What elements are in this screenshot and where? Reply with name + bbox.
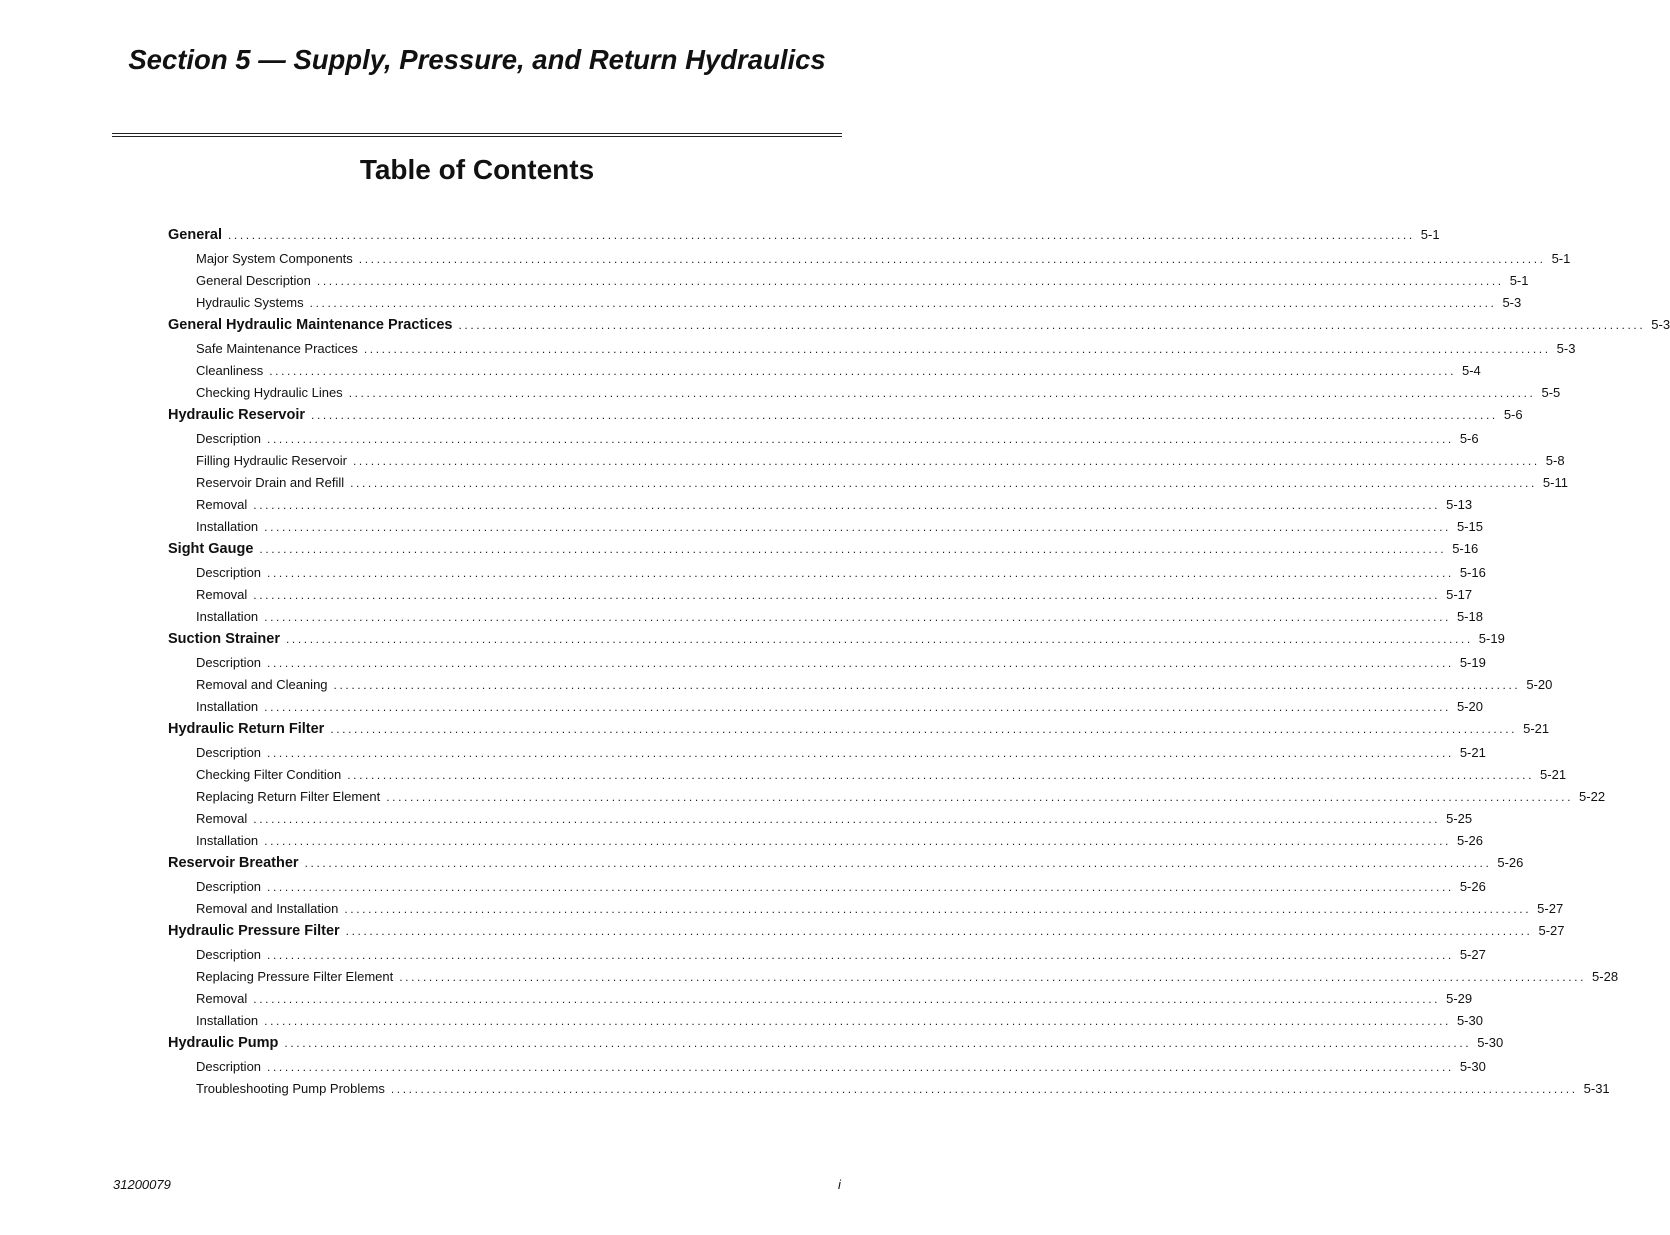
toc-subsection-entry[interactable]	[168, 1059, 1486, 1081]
toc-entry-page: 5-17	[1446, 587, 1473, 602]
toc-subsection-entry[interactable]	[168, 609, 1483, 631]
toc-entry-page: 5-3	[1502, 295, 1522, 310]
toc-subsection-entry[interactable]	[168, 475, 1568, 497]
toc-entry-page: 5-22	[1579, 789, 1606, 804]
toc-leader-dots: ........................................................................................................................................................................................................	[264, 1014, 1451, 1028]
page-number: i	[838, 1177, 841, 1192]
toc-section-entry[interactable]	[168, 721, 1550, 745]
toc-entry-label: Replacing Return Filter Element	[196, 789, 381, 804]
toc-subsection-entry[interactable]	[168, 519, 1483, 541]
toc-subsection-entry[interactable]	[168, 1013, 1483, 1035]
header-double-rule	[112, 133, 842, 137]
toc-subsection-entry[interactable]	[168, 677, 1553, 699]
toc-leader-dots: ........................................................................................................................................................................................................	[311, 408, 1498, 422]
toc-entry-label: Description	[196, 565, 262, 580]
toc-entry-label: Installation	[196, 833, 259, 848]
toc-subsection-entry[interactable]	[168, 833, 1483, 855]
table-of-contents	[168, 227, 1670, 1103]
toc-entry-label: Installation	[196, 609, 259, 624]
toc-entry-label: Removal	[196, 991, 248, 1006]
toc-section-entry[interactable]	[168, 227, 1440, 251]
toc-subsection-entry[interactable]	[168, 811, 1473, 833]
toc-entry-page: 5-1	[1420, 227, 1440, 242]
toc-leader-dots: ........................................................................................................................................................................................................	[304, 856, 1492, 870]
toc-leader-dots: ........................................................................................................................................................................................................	[353, 454, 1540, 468]
toc-entry-label: Installation	[196, 519, 259, 534]
toc-entry-label: Description	[196, 879, 262, 894]
toc-entry-page: 5-21	[1523, 721, 1550, 736]
toc-subsection-entry[interactable]	[168, 767, 1567, 789]
toc-leader-dots: ........................................................................................................................................................................................................	[228, 228, 1415, 242]
toc-leader-dots: ........................................................................................................................................................................................................	[345, 924, 1533, 938]
toc-leader-dots: ........................................................................................................................................................................................................	[253, 812, 1441, 826]
toc-leader-dots: ........................................................................................................................................................................................................	[458, 318, 1646, 332]
toc-leader-dots: ........................................................................................................................................................................................................	[399, 970, 1587, 984]
toc-entry-label: Hydraulic Systems	[196, 295, 304, 310]
toc-subsection-entry[interactable]	[168, 991, 1473, 1013]
toc-entry-page: 5-26	[1497, 855, 1524, 870]
toc-entry-label: Description	[196, 1059, 262, 1074]
toc-entry-page: 5-6	[1459, 431, 1479, 446]
toc-leader-dots: ........................................................................................................................................................................................................	[253, 588, 1441, 602]
toc-subsection-entry[interactable]	[168, 295, 1522, 317]
toc-leader-dots: ........................................................................................................................................................................................................	[267, 948, 1454, 962]
toc-subsection-entry[interactable]	[168, 901, 1564, 923]
toc-leader-dots: ........................................................................................................................................................................................................	[267, 1060, 1454, 1074]
toc-entry-label: Hydraulic Reservoir	[168, 407, 306, 423]
toc-entry-page: 5-19	[1478, 631, 1505, 646]
toc-entry-page: 5-26	[1459, 879, 1486, 894]
toc-leader-dots: ........................................................................................................................................................................................................	[267, 746, 1454, 760]
toc-entry-label: Description	[196, 431, 262, 446]
toc-section-entry[interactable]	[168, 631, 1505, 655]
toc-entry-label: Description	[196, 947, 262, 962]
toc-section-entry[interactable]	[168, 541, 1479, 565]
toc-entry-page: 5-3	[1556, 341, 1576, 356]
toc-subsection-entry[interactable]	[168, 273, 1529, 295]
toc-entry-label: Suction Strainer	[168, 631, 280, 647]
toc-entry-page: 5-16	[1452, 541, 1479, 556]
toc-entry-label: Description	[196, 655, 262, 670]
toc-entry-page: 5-20	[1526, 677, 1553, 692]
toc-leader-dots: ........................................................................................................................................................................................................	[264, 520, 1451, 534]
toc-leader-dots: ........................................................................................................................................................................................................	[253, 992, 1441, 1006]
toc-section-entry[interactable]	[168, 923, 1565, 947]
toc-entry-page: 5-31	[1583, 1081, 1610, 1096]
toc-entry-page: 5-19	[1459, 655, 1486, 670]
toc-subsection-entry[interactable]	[168, 453, 1565, 475]
toc-title: Table of Contents	[359, 154, 595, 185]
toc-entry-page: 5-26	[1456, 833, 1483, 848]
toc-leader-dots: ........................................................................................................................................................................................................	[386, 790, 1574, 804]
toc-entry-page: 5-6	[1503, 407, 1523, 422]
toc-entry-page: 5-4	[1462, 363, 1481, 378]
toc-leader-dots: ........................................................................................................................................................................................................	[286, 632, 1473, 646]
toc-entry-page: 5-11	[1542, 475, 1568, 490]
toc-entry-page: 5-27	[1459, 947, 1486, 962]
toc-entry-label: Removal	[196, 811, 248, 826]
toc-entry-label: Reservoir Breather	[168, 855, 299, 871]
toc-entry-label: General	[168, 227, 222, 243]
toc-entry-page: 5-5	[1541, 385, 1561, 400]
toc-leader-dots: ........................................................................................................................................................................................................	[358, 252, 1546, 266]
toc-subsection-entry[interactable]	[168, 969, 1619, 991]
toc-subsection-entry[interactable]	[168, 497, 1473, 519]
toc-entry-label: Hydraulic Return Filter	[168, 721, 325, 737]
toc-entry-page: 5-30	[1456, 1013, 1483, 1028]
toc-entry-label: Removal and Cleaning	[196, 677, 328, 692]
toc-section-entry[interactable]	[168, 407, 1523, 431]
toc-leader-dots: ........................................................................................................................................................................................................	[267, 656, 1454, 670]
toc-entry-label: Filling Hydraulic Reservoir	[196, 453, 347, 468]
toc-section-entry[interactable]	[168, 1035, 1504, 1059]
toc-leader-dots: ........................................................................................................................................................................................................	[390, 1082, 1578, 1096]
toc-entry-page: 5-1	[1551, 251, 1571, 266]
toc-entry-page: 5-1	[1509, 273, 1529, 288]
toc-leader-dots: ........................................................................................................................................................................................................	[267, 432, 1454, 446]
toc-entry-page: 5-13	[1446, 497, 1473, 512]
toc-entry-page: 5-21	[1459, 745, 1486, 760]
toc-subsection-entry[interactable]	[168, 363, 1481, 385]
toc-subsection-entry[interactable]	[168, 251, 1571, 273]
toc-subsection-entry[interactable]	[168, 655, 1486, 677]
section-title: Section 5 — Supply, Pressure, and Return Hydraulics	[128, 44, 826, 75]
toc-subsection-entry[interactable]	[168, 1081, 1610, 1103]
toc-entry-label: Removal and Installation	[196, 901, 339, 916]
toc-entry-label: Hydraulic Pressure Filter	[168, 923, 340, 939]
toc-entry-label: Safe Maintenance Practices	[196, 341, 358, 356]
toc-entry-page: 5-8	[1545, 453, 1565, 468]
toc-leader-dots: ........................................................................................................................................................................................................	[333, 678, 1521, 692]
toc-leader-dots: ........................................................................................................................................................................................................	[267, 566, 1454, 580]
toc-section-entry[interactable]	[168, 855, 1524, 879]
toc-subsection-entry[interactable]	[168, 947, 1486, 969]
toc-subsection-entry[interactable]	[168, 565, 1486, 587]
toc-leader-dots: ........................................................................................................................................................................................................	[348, 386, 1536, 400]
toc-entry-label: Installation	[196, 1013, 259, 1028]
toc-entry-label: Installation	[196, 699, 259, 714]
toc-subsection-entry[interactable]	[168, 789, 1606, 811]
toc-leader-dots: ........................................................................................................................................................................................................	[259, 542, 1447, 556]
toc-entry-label: Major System Components	[196, 251, 353, 266]
toc-entry-page: 5-18	[1456, 609, 1483, 624]
toc-subsection-entry[interactable]	[168, 385, 1561, 407]
toc-entry-page: 5-16	[1459, 565, 1486, 580]
toc-entry-label: Replacing Pressure Filter Element	[196, 969, 394, 984]
toc-subsection-entry[interactable]	[168, 745, 1486, 767]
toc-subsection-entry[interactable]	[168, 879, 1486, 901]
document-number: 31200079	[113, 1177, 171, 1192]
toc-entry-label: General Hydraulic Maintenance Practices	[168, 317, 453, 333]
toc-entry-page: 5-20	[1456, 699, 1483, 714]
toc-entry-label: Removal	[196, 587, 248, 602]
toc-leader-dots: ........................................................................................................................................................................................................	[269, 364, 1456, 378]
toc-entry-label: Checking Hydraulic Lines	[196, 385, 343, 400]
toc-entry-page: 5-29	[1446, 991, 1473, 1006]
toc-entry-label: Removal	[196, 497, 248, 512]
toc-entry-label: Reservoir Drain and Refill	[196, 475, 345, 490]
toc-leader-dots: ........................................................................................................................................................................................................	[363, 342, 1551, 356]
toc-entry-page: 5-28	[1592, 969, 1619, 984]
toc-subsection-entry[interactable]	[168, 587, 1473, 609]
toc-entry-label: Sight Gauge	[168, 541, 254, 557]
toc-section-entry[interactable]	[168, 317, 1670, 341]
toc-leader-dots: ........................................................................................................................................................................................................	[253, 498, 1441, 512]
toc-leader-dots: ........................................................................................................................................................................................................	[264, 700, 1451, 714]
toc-subsection-entry[interactable]	[168, 431, 1479, 453]
toc-leader-dots: ........................................................................................................................................................................................................	[330, 722, 1518, 736]
toc-entry-page: 5-15	[1456, 519, 1483, 534]
toc-entry-label: Hydraulic Pump	[168, 1035, 279, 1051]
toc-leader-dots: ........................................................................................................................................................................................................	[267, 880, 1454, 894]
toc-leader-dots: ........................................................................................................................................................................................................	[344, 902, 1532, 916]
toc-entry-page: 5-27	[1537, 901, 1564, 916]
toc-entry-page: 5-27	[1538, 923, 1565, 938]
toc-subsection-entry[interactable]	[168, 699, 1483, 721]
toc-entry-label: Cleanliness	[196, 363, 264, 378]
toc-leader-dots: ........................................................................................................................................................................................................	[264, 834, 1451, 848]
toc-entry-label: General Description	[196, 273, 311, 288]
toc-leader-dots: ........................................................................................................................................................................................................	[284, 1036, 1472, 1050]
toc-entry-label: Description	[196, 745, 262, 760]
toc-subsection-entry[interactable]	[168, 341, 1576, 363]
toc-leader-dots: ........................................................................................................................................................................................................	[316, 274, 1504, 288]
toc-leader-dots: ........................................................................................................................................................................................................	[350, 476, 1537, 490]
toc-leader-dots: ........................................................................................................................................................................................................	[264, 610, 1451, 624]
toc-entry-page: 5-30	[1477, 1035, 1504, 1050]
toc-entry-page: 5-25	[1446, 811, 1473, 826]
toc-entry-label: Troubleshooting Pump Problems	[196, 1081, 385, 1096]
toc-entry-page: 5-3	[1651, 317, 1670, 332]
toc-entry-page: 5-21	[1540, 767, 1567, 782]
toc-leader-dots: ........................................................................................................................................................................................................	[347, 768, 1535, 782]
toc-entry-page: 5-30	[1459, 1059, 1486, 1074]
toc-leader-dots: ........................................................................................................................................................................................................	[309, 296, 1497, 310]
toc-entry-label: Checking Filter Condition	[196, 767, 342, 782]
